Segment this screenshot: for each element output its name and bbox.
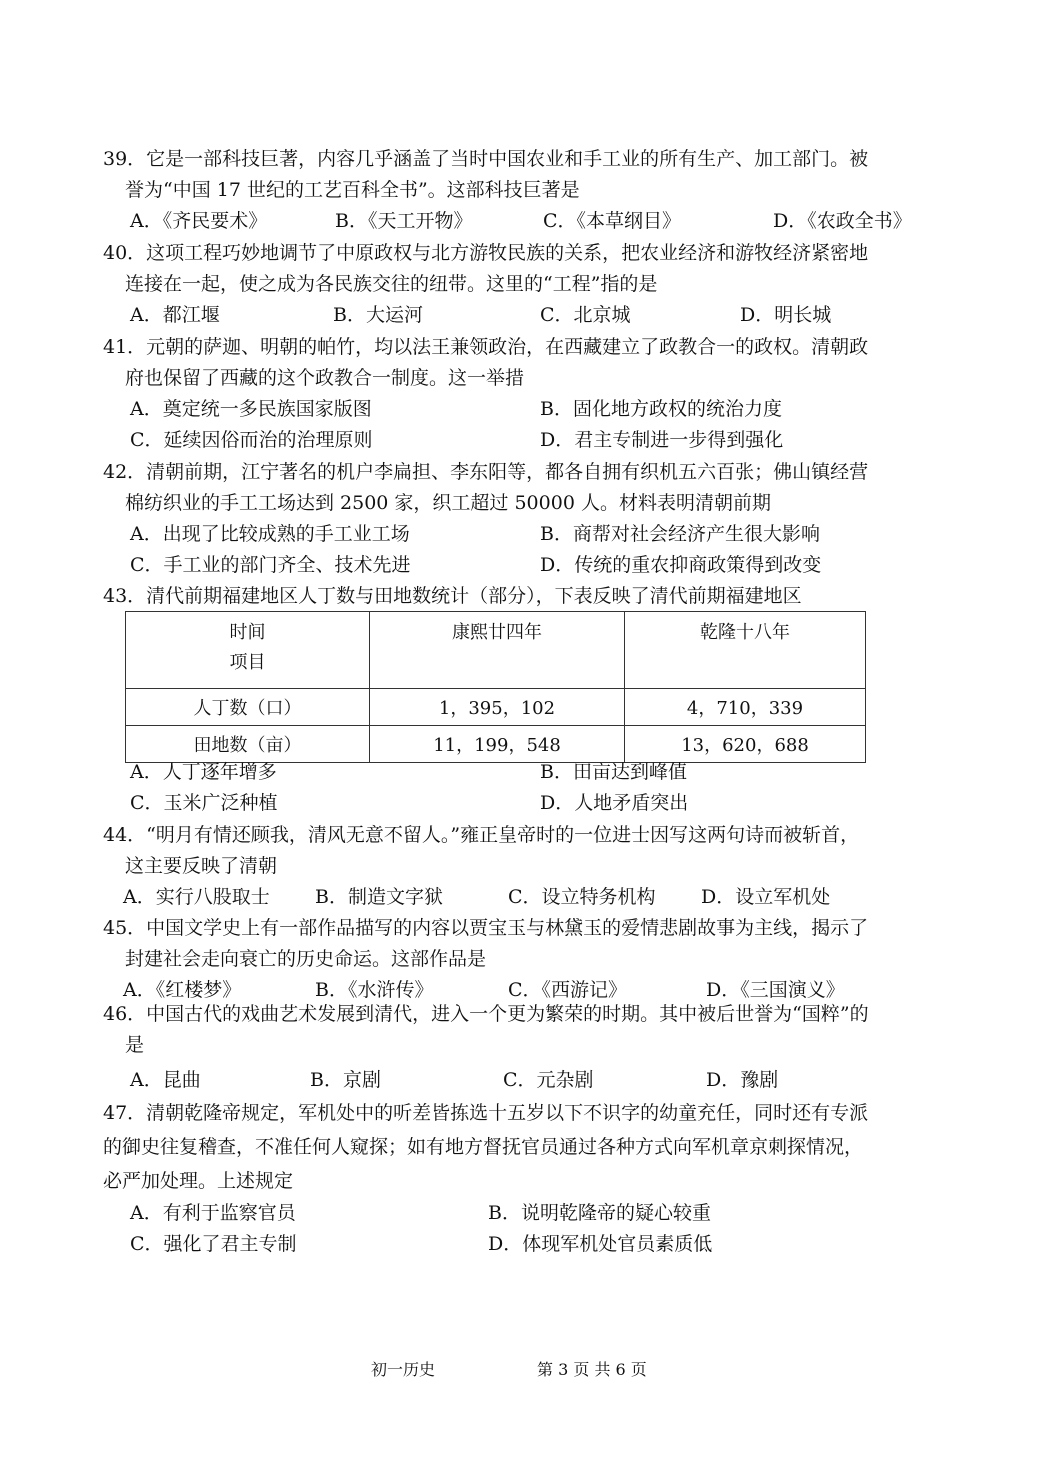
options [103, 300, 953, 331]
question-44 [103, 820, 953, 913]
option-a[interactable]: A．《齐民要术》 [130, 210, 268, 232]
row-value: 4，710，339 [625, 689, 866, 726]
question-stem [103, 332, 953, 394]
question-stem [103, 913, 953, 975]
stem-line: 棉纺织业的手工工场达到 2500 家，织工超过 50000 人。材料表明清朝前期 [125, 492, 771, 514]
option-c[interactable]: C．设立特务机构 [508, 886, 656, 908]
options [103, 519, 953, 550]
option-c[interactable]: C．《西游记》 [508, 979, 628, 1001]
table-header-row [126, 612, 866, 689]
option-b[interactable]: B．说明乾隆帝的疑心较重 [488, 1202, 711, 1224]
question-45 [103, 913, 953, 1006]
row-value: 13，620，688 [625, 726, 866, 763]
option-d[interactable]: D．《农政全书》 [773, 210, 912, 232]
option-c[interactable]: C．《本草纲目》 [543, 210, 682, 232]
header-item: 项目 [229, 652, 266, 673]
question-46 [103, 999, 953, 1096]
table-corner-cell [126, 612, 370, 689]
option-c[interactable]: C．强化了君主专制 [130, 1233, 297, 1255]
options [103, 394, 953, 425]
option-b[interactable]: B．《天工开物》 [335, 210, 473, 232]
option-d[interactable]: D．传统的重农抑商政策得到改变 [540, 554, 822, 576]
header-col2: 乾隆十八年 [625, 612, 866, 689]
options [103, 757, 953, 788]
question-43 [103, 581, 953, 612]
options [103, 1229, 953, 1260]
options [103, 1065, 953, 1096]
stem-line: 是 [125, 1034, 145, 1056]
question-42 [103, 457, 953, 581]
row-label: 人丁数（口） [126, 689, 370, 726]
question-stem [103, 457, 953, 519]
option-c[interactable]: C．元杂剧 [503, 1069, 594, 1091]
options [103, 206, 953, 237]
option-b[interactable]: B．固化地方政权的统治力度 [540, 398, 782, 420]
option-b[interactable]: B．大运河 [333, 304, 423, 326]
options [103, 788, 953, 819]
option-d[interactable]: D．体现军机处官员素质低 [488, 1233, 713, 1255]
option-c[interactable]: C．延续因俗而治的治理原则 [130, 429, 373, 451]
stem-line: 41．元朝的萨迦、明朝的帕竹，均以法王兼领政治，在西藏建立了政教合一的政权。清朝政 [103, 336, 869, 358]
option-b[interactable]: B．田亩达到峰值 [540, 761, 687, 783]
population-land-table [125, 611, 866, 763]
option-a[interactable]: A．人丁逐年增多 [130, 761, 277, 783]
option-b[interactable]: B．制造文字狱 [315, 886, 443, 908]
row-label: 田地数（亩） [126, 726, 370, 763]
option-c[interactable]: C．手工业的部门齐全、技术先进 [130, 554, 411, 576]
stem-line: 47．清朝乾隆帝规定，军机处中的听差皆拣选十五岁以下不识字的幼童充任，同时还有专派 [103, 1102, 869, 1124]
options [103, 425, 953, 456]
stem-line: 40．这项工程巧妙地调节了中原政权与北方游牧民族的关系，把农业经济和游牧经济紧密地 [103, 242, 869, 264]
footer-page-number: 第 3 页 共 6 页 [537, 1360, 647, 1379]
stem-line: 45．中国文学史上有一部作品描写的内容以贾宝玉与林黛玉的爱情悲剧故事为主线，揭示了 [103, 917, 869, 939]
stem-line: 府也保留了西藏的这个政教合一制度。这一举措 [125, 367, 525, 389]
option-a[interactable]: A．实行八股取士 [123, 886, 270, 908]
question-43-options [103, 757, 953, 819]
stem-line: 誉为“中国 17 世纪的工艺百科全书”。这部科技巨著是 [125, 179, 580, 201]
question-stem [103, 1096, 953, 1198]
stem-line: 43．清代前期福建地区人丁数与田地数统计（部分），下表反映了清代前期福建地区 [103, 585, 802, 607]
stem-line: 39．它是一部科技巨著，内容几乎涵盖了当时中国农业和手工业的所有生产、加工部门。被 [103, 148, 869, 170]
option-c[interactable]: C．玉米广泛种植 [130, 792, 278, 814]
footer-subject: 初一历史 [371, 1360, 436, 1379]
option-a[interactable]: A．都江堰 [130, 304, 220, 326]
options [103, 550, 953, 581]
option-a[interactable]: A．奠定统一多民族国家版图 [130, 398, 372, 420]
question-stem [103, 820, 953, 882]
option-d[interactable]: D．君主专制进一步得到强化 [540, 429, 784, 451]
stem-line: 这主要反映了清朝 [125, 855, 278, 877]
stem-line: 连接在一起，使之成为各民族交往的纽带。这里的“工程”指的是 [125, 273, 658, 295]
option-a[interactable]: A．出现了比较成熟的手工业工场 [130, 523, 410, 545]
question-stem [103, 999, 953, 1061]
option-a[interactable]: A．有利于监察官员 [130, 1202, 296, 1224]
header-time: 时间 [229, 622, 266, 643]
question-40 [103, 238, 953, 331]
header-col1: 康熙廿四年 [370, 612, 625, 689]
stem-line: 封建社会走向衰亡的历史命运。这部作品是 [125, 948, 487, 970]
options [103, 882, 953, 913]
option-b[interactable]: B．京剧 [310, 1069, 381, 1091]
row-value: 11，199，548 [370, 726, 625, 763]
question-41 [103, 332, 953, 456]
question-stem [103, 238, 953, 300]
question-stem [103, 144, 953, 206]
stem-line: 46．中国古代的戏曲艺术发展到清代，进入一个更为繁荣的时期。其中被后世誉为“国粹”的 [103, 1003, 869, 1025]
stem-line: 的御史往复稽查，不准任何人窥探；如有地方督抚官员通过各种方式向军机章京刺探情况， [103, 1136, 864, 1158]
options [103, 1198, 953, 1229]
table-row [126, 689, 866, 726]
stem-line: 44．“明月有情还顾我，清风无意不留人。”雍正皇帝时的一位进士因写这两句诗而被斩首， [103, 824, 860, 846]
row-value: 1，395，102 [370, 689, 625, 726]
option-d[interactable]: D．豫剧 [706, 1069, 779, 1091]
option-d[interactable]: D．《三国演义》 [706, 979, 845, 1001]
question-39 [103, 144, 953, 237]
option-d[interactable]: D．设立军机处 [701, 886, 831, 908]
stem-line: 必严加处理。上述规定 [103, 1170, 294, 1192]
option-a[interactable]: A．《红楼梦》 [123, 979, 242, 1001]
stem-line: 42．清朝前期，江宁著名的机户李扁担、李东阳等，都各自拥有织机五六百张；佛山镇经营 [103, 461, 869, 483]
option-b[interactable]: B．商帮对社会经济产生很大影响 [540, 523, 820, 545]
option-b[interactable]: B．《水浒传》 [315, 979, 434, 1001]
option-c[interactable]: C．北京城 [540, 304, 631, 326]
question-stem [103, 581, 953, 612]
option-d[interactable]: D．人地矛盾突出 [540, 792, 689, 814]
option-a[interactable]: A．昆曲 [130, 1069, 201, 1091]
question-47 [103, 1096, 953, 1260]
option-d[interactable]: D．明长城 [740, 304, 832, 326]
